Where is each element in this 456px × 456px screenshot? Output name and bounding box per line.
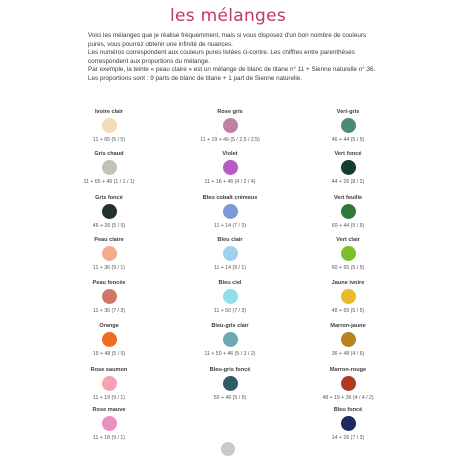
swatch-name: Violet xyxy=(222,151,238,157)
swatch-formula: 44 + 26 (8 / 2) xyxy=(331,179,365,185)
color-swatch xyxy=(102,246,117,261)
swatch-name: Rose mauve xyxy=(92,407,126,413)
color-swatch xyxy=(102,204,117,219)
swatch-formula: 11 + 50 + 46 (5 / 3 / 2) xyxy=(204,351,256,357)
swatch-formula: 60 + 65 (5 / 5) xyxy=(331,265,365,271)
swatch-bleu-fonce xyxy=(298,406,398,456)
swatch-name: Bleu foncé xyxy=(333,407,363,413)
swatch-formula: 11 + 36 (7 / 3) xyxy=(92,308,126,314)
swatch-formula: 14 + 26 (7 / 3) xyxy=(331,435,365,441)
intro-text xyxy=(88,32,384,84)
swatch-formula: 11 + 18 (9 / 1) xyxy=(92,435,126,441)
color-swatch xyxy=(102,332,117,347)
swatch-name: Orange xyxy=(99,323,119,329)
swatch-formula: 11 + 19 (9 / 1) xyxy=(92,395,126,401)
color-swatch xyxy=(223,289,238,304)
swatch-name: Marron-rouge xyxy=(329,367,367,373)
color-swatch xyxy=(223,376,238,391)
swatch-gris-chaud xyxy=(59,150,159,200)
swatch-rose-mauve xyxy=(59,406,159,456)
swatch-violet xyxy=(180,150,280,200)
swatch-name: Jaune ivoire xyxy=(331,280,365,286)
color-swatch xyxy=(223,204,238,219)
swatch-name: Bleu cobalt crémeux xyxy=(202,195,258,201)
swatch-name: Peau foncée xyxy=(92,280,126,286)
swatch-formula: 11 + 50 (7 / 3) xyxy=(213,308,247,314)
swatch-vert-fonce xyxy=(298,150,398,200)
swatch-formula: 11 + 65 + 46 (1 / 1 / 1) xyxy=(83,179,135,185)
color-swatch xyxy=(341,416,356,431)
color-swatch xyxy=(341,376,356,391)
swatch-formula: 46 + 44 (5 / 5) xyxy=(331,137,365,143)
color-swatch xyxy=(102,289,117,304)
swatch-formula: 48 + 19 + 36 (4 / 4 / 2) xyxy=(322,395,374,401)
swatch-name: Vert-gris xyxy=(336,109,360,115)
swatch-name: Ivoire clair xyxy=(95,109,123,115)
color-swatch xyxy=(223,160,238,175)
swatch-name: Gris chaud xyxy=(94,151,124,157)
color-swatch xyxy=(341,332,356,347)
swatch-formula: 50 + 46 (5 / 5) xyxy=(213,395,247,401)
color-swatch xyxy=(223,246,238,261)
swatch-formula: 46 + 26 (5 / 5) xyxy=(92,223,126,229)
swatch-orange xyxy=(59,322,159,372)
swatch-marron-jaune xyxy=(298,322,398,372)
swatch-formula: 48 + 65 (5 / 5) xyxy=(331,308,365,314)
swatch-formula: 11 + 18 + 46 (4 / 2 / 4) xyxy=(204,179,256,185)
color-swatch xyxy=(102,160,117,175)
color-swatch xyxy=(102,118,117,133)
swatch-formula: 11 + 14 (9 / 1) xyxy=(213,265,247,271)
page-title: les mélanges xyxy=(169,6,287,26)
swatch-name: Marron-jaune xyxy=(330,323,366,329)
swatch-name: Vert feuille xyxy=(333,195,363,201)
color-swatch xyxy=(341,118,356,133)
swatch-formula: 11 + 14 (7 / 3) xyxy=(213,223,247,229)
swatch-formula: 11 + 65 (5 / 5) xyxy=(92,137,126,143)
intro-paragraph-1: Voici les mélanges que je réalise fréquemment, mais si vous disposez d'un bon nombre de couleurs pures, vous pourrez obtenir une infinité de nuances. xyxy=(88,32,367,48)
swatch-name: Rose gris xyxy=(217,109,243,115)
swatch-name: Gris foncé xyxy=(95,195,123,201)
color-swatch xyxy=(102,416,117,431)
swatch-name: Bleu-gris clair xyxy=(211,323,249,329)
color-swatch xyxy=(341,204,356,219)
color-swatch xyxy=(341,289,356,304)
color-swatch xyxy=(341,160,356,175)
swatch-name: Peau claire xyxy=(94,237,124,243)
page-number-badge xyxy=(221,442,235,456)
swatch-formula: 36 + 48 (4 / 6) xyxy=(331,351,365,357)
swatch-name: Bleu ciel xyxy=(218,280,242,286)
swatch-formula: 11 + 36 (9 / 1) xyxy=(92,265,126,271)
swatch-name: Bleu-gris foncé xyxy=(209,367,251,373)
color-swatch xyxy=(223,332,238,347)
swatch-formula: 11 + 19 + 46 (5 / 2,5 / 2,5) xyxy=(200,137,260,143)
swatch-name: Bleu clair xyxy=(217,237,243,243)
swatch-name: Rose saumon xyxy=(90,367,128,373)
intro-paragraph-2: Les numéros correspondent aux couleurs pures listées ci-contre. Les chiffres entre parenthèses correspondent aux proportions du mélange. xyxy=(88,49,355,65)
intro-paragraph-3: Par exemple, la teinte « peau claire » est un mélange de blanc de titane n° 11 + Sienne naturelle n° 36. Les proportions sont : 9 parts de blanc de titane + 1 part de Sienne naturelle. xyxy=(88,66,376,82)
swatch-name: Vert foncé xyxy=(334,151,362,157)
swatch-name: Vert clair xyxy=(336,237,360,243)
color-swatch xyxy=(341,246,356,261)
swatch-formula: 19 + 48 (5 / 5) xyxy=(92,351,126,357)
color-swatch xyxy=(223,118,238,133)
swatch-bleu-gris-clair xyxy=(180,322,280,372)
color-swatch xyxy=(102,376,117,391)
swatch-bleu-gris-fonce xyxy=(180,366,280,416)
swatch-formula: 60 + 44 (5 / 5) xyxy=(331,223,365,229)
